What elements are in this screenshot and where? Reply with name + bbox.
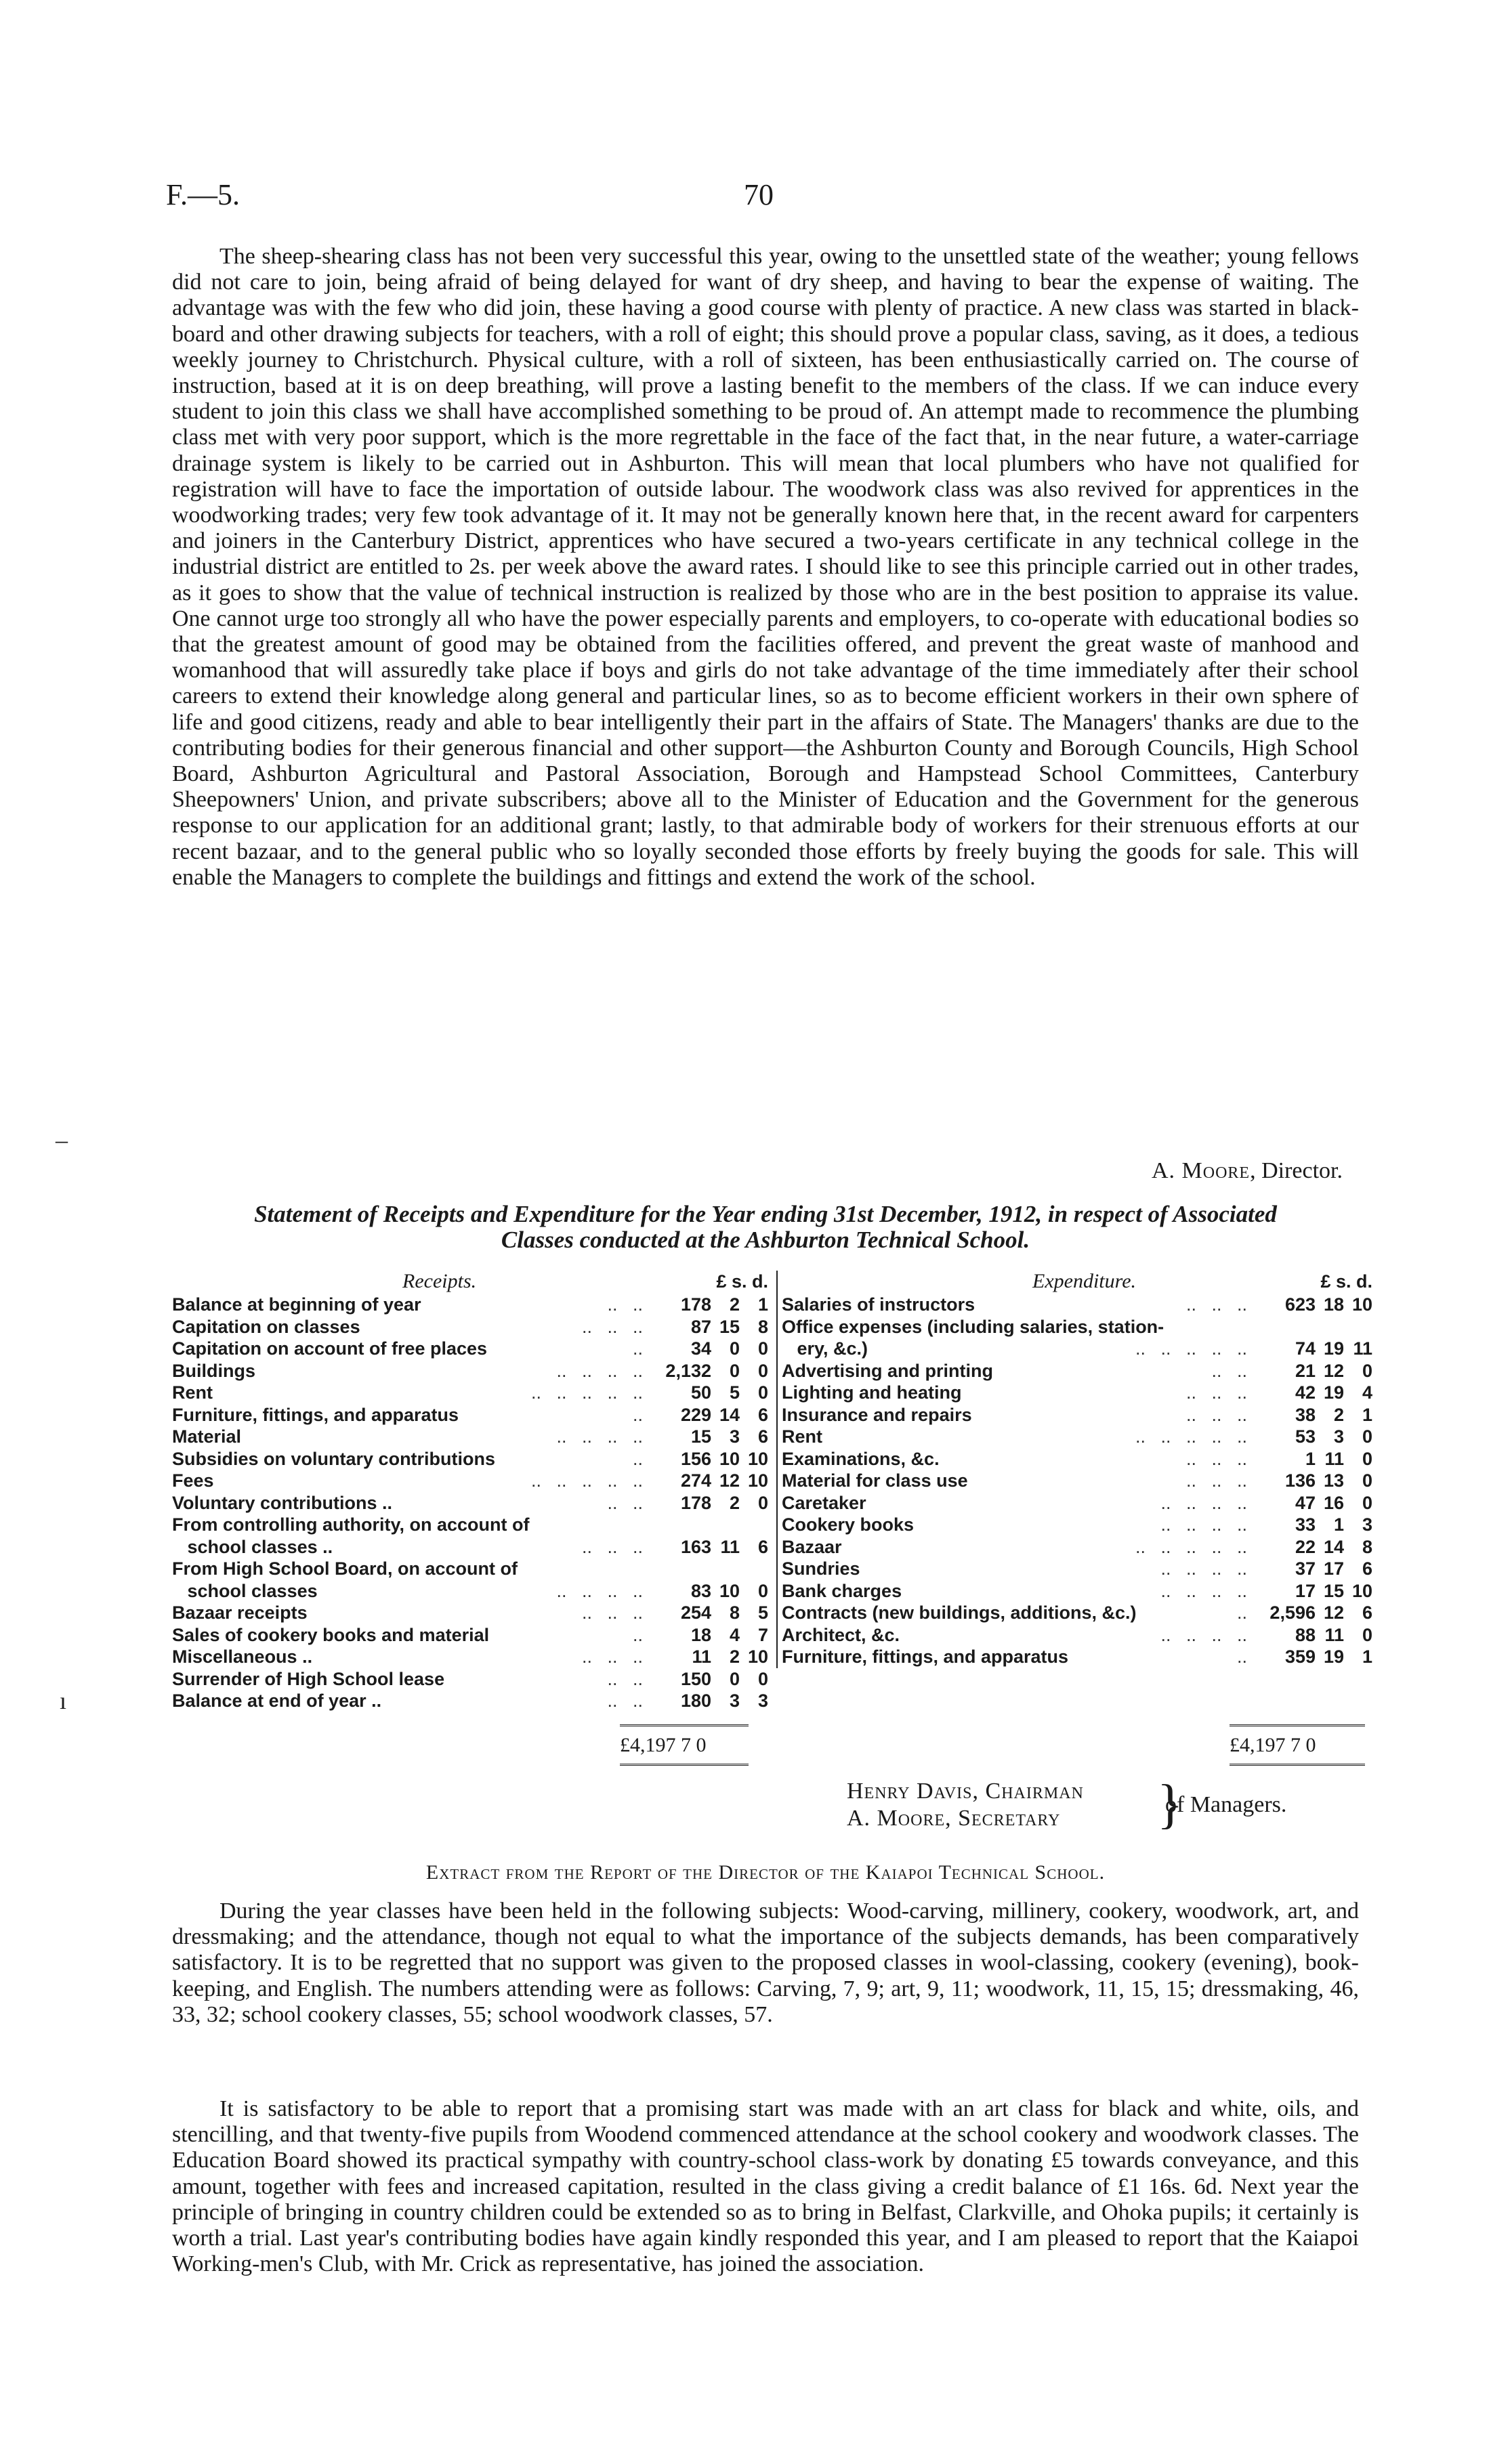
receipts-amount-pence: 10 xyxy=(747,1647,768,1667)
expenditure-amount xyxy=(1261,1646,1372,1668)
receipts-leader: .. .. .. xyxy=(581,1316,643,1337)
receipts-amount-shillings: 10 xyxy=(719,1448,740,1469)
receipts-amount-shillings: 12 xyxy=(719,1470,740,1491)
expenditure-label: Advertising and printing xyxy=(782,1360,994,1381)
receipts-label: Fees xyxy=(172,1470,214,1491)
expenditure-amount xyxy=(1261,1426,1372,1448)
receipts-amount-shillings: 2 xyxy=(729,1647,740,1667)
expenditure-leader: .. xyxy=(1236,1647,1247,1667)
expenditure-header: Expenditure. £ s. d. xyxy=(1032,1270,1372,1292)
receipts-amount xyxy=(657,1690,768,1712)
expenditure-amount-pounds: 136 xyxy=(1284,1470,1316,1491)
expenditure-amount-pence: 1 xyxy=(1362,1404,1372,1425)
receipts-amount-pence: 5 xyxy=(757,1602,768,1623)
expenditure-amount-pounds: 37 xyxy=(1295,1558,1316,1579)
receipts-amount-pounds: 178 xyxy=(680,1492,711,1513)
receipts-label: Rent xyxy=(172,1382,213,1403)
expenditure-amount-shillings: 11 xyxy=(1324,1448,1344,1469)
receipts-amount-shillings: 10 xyxy=(719,1580,740,1601)
expenditure-table xyxy=(776,1271,1372,1668)
receipts-amount-shillings: 5 xyxy=(729,1382,740,1403)
expenditure-amount-pounds: 1 xyxy=(1305,1448,1316,1469)
receipts-amount-pounds: 163 xyxy=(680,1536,711,1557)
expenditure-amount-shillings: 1 xyxy=(1333,1514,1344,1535)
expenditure-amount-pounds: 21 xyxy=(1295,1360,1316,1381)
expenditure-label: Material for class use xyxy=(782,1470,968,1491)
receipts-label: Bazaar receipts xyxy=(172,1602,308,1623)
margin-tick-mark: ı xyxy=(60,1687,67,1714)
expenditure-amount xyxy=(1261,1404,1372,1426)
receipts-amount-shillings: 0 xyxy=(729,1668,740,1689)
expenditure-amount xyxy=(1261,1338,1372,1360)
expenditure-amount-pounds: 17 xyxy=(1295,1580,1316,1601)
expenditure-amount-shillings: 15 xyxy=(1323,1580,1344,1601)
receipts-amount-pence: 10 xyxy=(747,1470,768,1491)
receipts-amount xyxy=(657,1338,768,1360)
expenditure-leader: .. .. .. xyxy=(1185,1470,1247,1491)
expenditure-amount-pence: 0 xyxy=(1362,1492,1372,1513)
receipts-row xyxy=(172,1624,768,1647)
receipts-amount-pounds: 11 xyxy=(692,1647,711,1667)
receipts-amount-pence: 8 xyxy=(757,1316,768,1337)
expenditure-leader: .. .. .. .. xyxy=(1160,1624,1247,1645)
receipts-amount-pounds: 50 xyxy=(690,1382,711,1403)
expenditure-amount-shillings: 3 xyxy=(1333,1426,1344,1447)
expenditure-amount-pence: 0 xyxy=(1362,1360,1372,1381)
receipts-label: From controlling authority, on account of xyxy=(172,1514,530,1535)
expenditure-amount-shillings: 12 xyxy=(1323,1602,1344,1623)
expenditure-amount-pounds: 2,596 xyxy=(1269,1602,1316,1623)
receipts-amount xyxy=(657,1536,768,1558)
receipts-amount-shillings: 3 xyxy=(729,1426,740,1447)
receipts-amount-shillings: 2 xyxy=(729,1492,740,1513)
expenditure-amount-pence: 6 xyxy=(1362,1558,1372,1579)
receipts-amount xyxy=(657,1492,768,1514)
expenditure-amount-shillings: 18 xyxy=(1323,1294,1344,1315)
receipts-amount xyxy=(657,1426,768,1448)
receipts-amount xyxy=(657,1646,768,1668)
expenditure-amount xyxy=(1261,1602,1372,1624)
receipts-leader: .. .. .. xyxy=(581,1647,643,1667)
receipts-label: Material xyxy=(172,1426,242,1447)
expenditure-leader: .. .. .. xyxy=(1185,1448,1247,1469)
expenditure-subtotal-rule xyxy=(1230,1724,1365,1726)
receipts-amount-shillings: 15 xyxy=(719,1316,740,1337)
expenditure-label: Contracts (new buildings, additions, &c.) xyxy=(782,1602,1137,1623)
receipts-amount-shillings: 8 xyxy=(729,1602,740,1623)
receipts-header: Receipts. £ s. d. xyxy=(402,1270,768,1292)
receipts-amount-pence: 0 xyxy=(757,1580,768,1601)
expenditure-row xyxy=(782,1602,1372,1624)
receipts-amount xyxy=(657,1404,768,1426)
expenditure-amount-pounds: 33 xyxy=(1295,1514,1316,1535)
receipts-leader: .. xyxy=(632,1448,643,1469)
brace-mark: } xyxy=(1157,1775,1183,1834)
receipts-amount-pounds: 34 xyxy=(690,1338,711,1359)
expenditure-row xyxy=(782,1492,1372,1514)
expenditure-amount-pence: 8 xyxy=(1362,1536,1372,1557)
receipts-leader: .. .. xyxy=(607,1294,643,1315)
expenditure-amount xyxy=(1261,1294,1372,1316)
receipts-label: Furniture, fittings, and apparatus xyxy=(172,1404,459,1425)
receipts-amount-pounds: 18 xyxy=(690,1624,711,1645)
receipts-label: Voluntary contributions .. xyxy=(172,1492,393,1513)
expenditure-label: ery, &c.) xyxy=(782,1338,868,1359)
expenditure-leader: .. .. .. .. xyxy=(1160,1580,1247,1601)
expenditure-amount-shillings: 19 xyxy=(1323,1338,1344,1359)
expenditure-amount xyxy=(1261,1360,1372,1382)
receipts-label: Subsidies on voluntary contributions xyxy=(172,1448,496,1469)
expenditure-rows xyxy=(782,1294,1372,1668)
report-code: F.—5. xyxy=(166,178,240,211)
receipts-amount-pounds: 87 xyxy=(690,1316,711,1337)
receipts-label: Surrender of High School lease xyxy=(172,1668,445,1689)
receipts-label: Buildings xyxy=(172,1360,255,1381)
receipts-row xyxy=(172,1316,768,1338)
expenditure-amount xyxy=(1261,1558,1372,1580)
receipts-label: Miscellaneous .. xyxy=(172,1647,313,1667)
expenditure-leader: .. .. .. .. .. xyxy=(1135,1536,1247,1557)
receipts-amount xyxy=(657,1624,768,1647)
receipts-amount-pence: 3 xyxy=(757,1691,768,1711)
expenditure-leader: .. .. .. .. .. xyxy=(1135,1426,1247,1447)
receipts-label: Balance at beginning of year xyxy=(172,1294,421,1315)
expenditure-leader: .. .. .. xyxy=(1185,1294,1247,1315)
expenditure-row xyxy=(782,1470,1372,1492)
expenditure-label: Office expenses (including salaries, station- xyxy=(782,1316,1164,1337)
receipts-row xyxy=(172,1536,768,1558)
receipts-amount xyxy=(657,1514,768,1536)
receipts-leader: .. .. .. xyxy=(581,1602,643,1623)
receipts-amount-shillings: 14 xyxy=(719,1404,740,1425)
receipts-amount xyxy=(657,1602,768,1624)
expenditure-row xyxy=(782,1294,1372,1316)
receipts-amount-pounds: 274 xyxy=(680,1470,711,1491)
receipts-rows xyxy=(172,1294,768,1712)
expenditure-label: Bank charges xyxy=(782,1580,902,1601)
receipts-amount-pence: 0 xyxy=(757,1492,768,1513)
receipts-row xyxy=(172,1294,768,1316)
expenditure-amount-pounds: 88 xyxy=(1295,1624,1316,1645)
expenditure-amount xyxy=(1261,1536,1372,1558)
expenditure-amount-shillings: 16 xyxy=(1323,1492,1344,1513)
expenditure-leader: .. .. .. .. xyxy=(1160,1558,1247,1579)
expenditure-row xyxy=(782,1580,1372,1602)
expenditure-label: Cookery books xyxy=(782,1514,915,1535)
receipts-amount-pounds: 180 xyxy=(680,1691,711,1711)
expenditure-row xyxy=(782,1426,1372,1448)
receipts-leader: .. .. .. .. .. xyxy=(530,1470,643,1491)
expenditure-amount-pence: 6 xyxy=(1362,1602,1372,1623)
receipts-amount-pounds: 229 xyxy=(680,1404,711,1425)
page-number: 70 xyxy=(744,178,774,211)
paragraph-kaiapoi-progress: It is satisfactory to be able to report that a promising start was made with an art class for black and white, oils, and stencilling, and that twenty-five pupils from Woodend commenced attendance at the school cookery and woodwork classes. The Education Board showed its practical sympathy with country-school class-work by donating £5 towards conveyance, and this amount, together with fees and increased capitation, resulted in the class giving a credit balance of £1 16s. 6d. Next year the principle of bringing in country children could be extended so as to bring in Belfast, Clarkville, and Ohoka pupils; it certainly is worth a trial. Last year's contributing bodies have again kindly responded this year, and I am pleased to report that the Kaiapoi Working-men's Club, with Mr. Crick as representative, has joined the association. xyxy=(172,2096,1359,2277)
expenditure-row xyxy=(782,1316,1372,1338)
receipts-row xyxy=(172,1470,768,1492)
expenditure-amount-pence: 0 xyxy=(1362,1624,1372,1645)
receipts-amount-shillings: 0 xyxy=(729,1360,740,1381)
receipts-amount xyxy=(657,1294,768,1316)
expenditure-amount-pence: 11 xyxy=(1353,1338,1372,1359)
receipts-row xyxy=(172,1382,768,1404)
receipts-amount-pounds: 2,132 xyxy=(665,1360,711,1381)
receipts-leader: .. .. .. .. .. xyxy=(530,1382,643,1403)
expenditure-amount xyxy=(1261,1382,1372,1404)
receipts-label: Balance at end of year .. xyxy=(172,1691,382,1711)
receipts-amount-shillings: 0 xyxy=(729,1338,740,1359)
expenditure-leader: .. xyxy=(1236,1602,1247,1623)
receipts-amount-pence: 1 xyxy=(757,1294,768,1315)
expenditure-amount-pounds: 38 xyxy=(1295,1404,1316,1425)
receipts-amount-pence: 7 xyxy=(757,1624,768,1645)
expenditure-label: Furniture, fittings, and apparatus xyxy=(782,1647,1069,1667)
receipts-leader: .. .. .. xyxy=(581,1536,643,1557)
managers-signature: Henry Davis, Chairman A. Moore, Secretary } of Managers. xyxy=(847,1775,1287,1834)
receipts-leader: .. xyxy=(632,1338,643,1359)
expenditure-row xyxy=(782,1404,1372,1426)
receipts-amount xyxy=(657,1580,768,1602)
expenditure-leader: .. .. .. .. .. xyxy=(1135,1338,1247,1359)
expenditure-amount-pounds: 623 xyxy=(1284,1294,1316,1315)
receipts-row xyxy=(172,1404,768,1426)
receipts-amount xyxy=(657,1668,768,1691)
expenditure-amount-pounds: 42 xyxy=(1295,1382,1316,1403)
receipts-row xyxy=(172,1492,768,1514)
receipts-leader: .. xyxy=(632,1404,643,1425)
expenditure-amount-pence: 0 xyxy=(1362,1470,1372,1491)
expenditure-row xyxy=(782,1558,1372,1580)
receipts-amount-shillings: 3 xyxy=(729,1691,740,1711)
expenditure-label: Examinations, &c. xyxy=(782,1448,940,1469)
expenditure-label: Architect, &c. xyxy=(782,1624,900,1645)
expenditure-amount xyxy=(1261,1624,1372,1647)
receipts-label: school classes .. xyxy=(172,1536,333,1557)
receipts-amount-shillings: 4 xyxy=(729,1624,740,1645)
receipts-subtotal-rule xyxy=(620,1724,749,1726)
expenditure-amount-shillings: 19 xyxy=(1323,1382,1344,1403)
receipts-row xyxy=(172,1558,768,1580)
receipts-leader: .. .. .. .. xyxy=(556,1360,643,1381)
expenditure-total: £4,197 7 0 xyxy=(1230,1734,1316,1756)
expenditure-label: Lighting and heating xyxy=(782,1382,962,1403)
receipts-total-rule xyxy=(620,1764,749,1766)
receipts-table xyxy=(172,1271,768,1712)
expenditure-amount-pence: 0 xyxy=(1362,1426,1372,1447)
expenditure-amount xyxy=(1261,1448,1372,1470)
receipts-amount-pence: 0 xyxy=(757,1668,768,1689)
expenditure-row xyxy=(782,1514,1372,1536)
expenditure-total-rule xyxy=(1230,1764,1365,1766)
receipts-row xyxy=(172,1426,768,1448)
expenditure-label: Rent xyxy=(782,1426,822,1447)
receipts-total: £4,197 7 0 xyxy=(620,1734,707,1756)
expenditure-amount-pounds: 359 xyxy=(1284,1647,1316,1667)
expenditure-label: Salaries of instructors xyxy=(782,1294,975,1315)
expenditure-amount xyxy=(1261,1470,1372,1492)
receipts-amount-pence: 0 xyxy=(757,1382,768,1403)
expenditure-row xyxy=(782,1536,1372,1558)
expenditure-amount-shillings: 19 xyxy=(1323,1647,1344,1667)
receipts-amount-pence: 0 xyxy=(757,1338,768,1359)
receipts-row xyxy=(172,1580,768,1602)
receipts-row xyxy=(172,1448,768,1470)
expenditure-amount-pence: 1 xyxy=(1362,1647,1372,1667)
expenditure-row xyxy=(782,1624,1372,1647)
receipts-leader: .. .. xyxy=(607,1691,643,1711)
expenditure-amount xyxy=(1261,1316,1372,1338)
expenditure-row xyxy=(782,1646,1372,1668)
receipts-amount-pounds: 150 xyxy=(680,1668,711,1689)
expenditure-label: Caretaker xyxy=(782,1492,866,1513)
receipts-leader: .. .. xyxy=(607,1492,643,1513)
receipts-row xyxy=(172,1690,768,1712)
expenditure-amount xyxy=(1261,1580,1372,1602)
expenditure-row xyxy=(782,1382,1372,1404)
receipts-amount-pence: 6 xyxy=(757,1536,768,1557)
expenditure-leader: .. .. .. .. xyxy=(1160,1514,1247,1535)
receipts-label: From High School Board, on account of xyxy=(172,1558,518,1579)
receipts-amount-pounds: 178 xyxy=(680,1294,711,1315)
receipts-amount-pounds: 15 xyxy=(690,1426,711,1447)
expenditure-amount-pence: 0 xyxy=(1362,1448,1372,1469)
expenditure-amount xyxy=(1261,1514,1372,1536)
extract-heading: Extract from the Report of the Director of the Kaiapoi Technical School. xyxy=(425,1861,1106,1884)
receipts-amount-pence: 10 xyxy=(747,1448,768,1469)
receipts-leader: .. xyxy=(632,1624,643,1645)
expenditure-amount-pounds: 47 xyxy=(1295,1492,1316,1513)
receipts-amount-pounds: 254 xyxy=(680,1602,711,1623)
expenditure-amount-pence: 10 xyxy=(1351,1294,1372,1315)
expenditure-label: Bazaar xyxy=(782,1536,842,1557)
paragraph-kaiapoi-classes: During the year classes have been held in the following subjects: Wood-carving, millinery, cookery, woodwork, art, and dressmaking; and the attendance, though not equal to what the importance of the subjects demands, has been comparatively satisfactory. It is to be regretted that no support was given to the proposed classes in wool-classing, cookery (evening), book-keeping, and English. The numbers attending were as follows: Carving, 7, 9; art, 9, 11; woodwork, 11, 15, 15; dressmaking, 46, 33, 32; school cookery classes, 55; school woodwork classes, 57. xyxy=(172,1898,1359,2027)
receipts-leader: .. .. .. .. xyxy=(556,1580,643,1601)
receipts-amount-shillings: 2 xyxy=(729,1294,740,1315)
receipts-amount-pence: 6 xyxy=(757,1426,768,1447)
expenditure-amount-shillings: 11 xyxy=(1324,1624,1344,1645)
receipts-row xyxy=(172,1602,768,1624)
expenditure-amount-shillings: 2 xyxy=(1333,1404,1344,1425)
expenditure-label: Insurance and repairs xyxy=(782,1404,972,1425)
receipts-amount xyxy=(657,1558,768,1580)
expenditure-amount-pence: 3 xyxy=(1362,1514,1372,1535)
expenditure-leader: .. .. xyxy=(1211,1360,1247,1381)
receipts-row xyxy=(172,1338,768,1360)
receipts-amount xyxy=(657,1360,768,1382)
expenditure-amount-pounds: 74 xyxy=(1295,1338,1316,1359)
receipts-row xyxy=(172,1646,768,1668)
expenditure-amount-pounds: 22 xyxy=(1295,1536,1316,1557)
receipts-row xyxy=(172,1360,768,1382)
receipts-row xyxy=(172,1514,768,1536)
receipts-amount xyxy=(657,1382,768,1404)
expenditure-amount xyxy=(1261,1492,1372,1514)
expenditure-amount-pence: 10 xyxy=(1351,1580,1372,1601)
receipts-label: Capitation on classes xyxy=(172,1316,360,1337)
expenditure-amount-shillings: 17 xyxy=(1323,1558,1344,1579)
expenditure-leader: .. .. .. .. xyxy=(1160,1492,1247,1513)
expenditure-row xyxy=(782,1360,1372,1382)
expenditure-row xyxy=(782,1448,1372,1470)
receipts-label: school classes xyxy=(172,1580,318,1601)
statement-title: Statement of Receipts and Expenditure for the Year ending 31st December, 1912, in respect of Associated Classes conducted at the Ashburton Technical School. xyxy=(254,1201,1277,1253)
receipts-amount-pounds: 83 xyxy=(690,1580,711,1601)
expenditure-row xyxy=(782,1338,1372,1360)
receipts-label: Capitation on account of free places xyxy=(172,1338,488,1359)
margin-dash-mark: – xyxy=(56,1126,68,1153)
receipts-amount xyxy=(657,1448,768,1470)
receipts-label: Sales of cookery books and material xyxy=(172,1624,490,1645)
receipts-amount-pence: 6 xyxy=(757,1404,768,1425)
expenditure-amount-shillings: 12 xyxy=(1323,1360,1344,1381)
receipts-amount xyxy=(657,1316,768,1338)
expenditure-amount-pence: 4 xyxy=(1362,1382,1372,1403)
expenditure-leader: .. .. .. xyxy=(1185,1404,1247,1425)
receipts-leader: .. .. xyxy=(607,1668,643,1689)
director-signature: A. Moore, Director. xyxy=(1151,1158,1343,1183)
receipts-leader: .. .. .. .. xyxy=(556,1426,643,1447)
expenditure-label: Sundries xyxy=(782,1558,860,1579)
expenditure-amount-shillings: 13 xyxy=(1323,1470,1344,1491)
receipts-amount xyxy=(657,1470,768,1492)
receipts-amount-pounds: 156 xyxy=(680,1448,711,1469)
receipts-amount-pence: 0 xyxy=(757,1360,768,1381)
expenditure-leader: .. .. .. xyxy=(1185,1382,1247,1403)
expenditure-amount-shillings: 14 xyxy=(1323,1536,1344,1557)
expenditure-amount-pounds: 53 xyxy=(1295,1426,1316,1447)
receipts-row xyxy=(172,1668,768,1691)
paragraph-sheep-shearing: The sheep-shearing class has not been very successful this year, owing to the unsettled state of the weather; young fellows did not care to join, being afraid of being delayed for want of dry sheep, and having to bear the expense of waiting. The advantage was with the few who did join, these having a good course with plenty of practice. A new class was started in black-board and other drawing subjects for teachers, with a roll of eight; this should prove a popular class, saving, as it does, a tedious weekly journey to Christchurch. Physical culture, with a roll of sixteen, has been enthusiastically carried on. The course of instruction, based at it is on deep breathing, will prove a lasting benefit to the members of the class. If we can induce every student to join this class we shall have accomplished something to be proud of. An attempt made to recommence the plumbing class met with very poor support, which is the more regrettable in the face of the fact that, in the near future, a water-carriage drainage system is likely to be carried out in Ashburton. This will mean that local plumbers who have not qualified for registration will have to face the importation of outside labour. The woodwork class was also revived for apprentices in the woodworking trades; very few took advantage of it. It may not be generally known here that, in the recent award for carpenters and joiners in the Canterbury District, apprentices who have secured a two-years certificate in any technical college in the industrial district are entitled to 2s. per week above the award rates. I should like to see this principle carried out in other trades, as it goes to show that the value of technical instruction is realized by those who are in the best position to appraise its value. One cannot urge too strongly all who have the power especially parents and employers, to co-operate with educational bodies so that the greatest amount of good may be obtained from the facilities offered, and prevent the great waste of manhood and womanhood that will assuredly take place if boys and girls do not take advantage of the time immediately after their school careers to extend their knowledge along general and particular lines, so as to become efficient workers in their own sphere of life and good citizens, ready and able to bear intelligently their part in the affairs of State. The Managers' thanks are due to the contributing bodies for their generous financial and other support—the Ashburton County and Borough Councils, High School Board, Ashburton Agricultural and Pastoral Association, Borough and Hampstead School Committees, Canterbury Sheepowners' Union, and private subscribers; above all to the Minister of Education and the Government for the generous response to our application for an additional grant; lastly, to that admirable body of workers for their strenuous efforts at our recent bazaar, and to the general public who so loyally seconded those efforts by freely buying the goods for sale. This will enable the Managers to complete the buildings and fittings and extend the work of the school. xyxy=(172,244,1359,890)
receipts-amount-shillings: 11 xyxy=(720,1536,740,1557)
